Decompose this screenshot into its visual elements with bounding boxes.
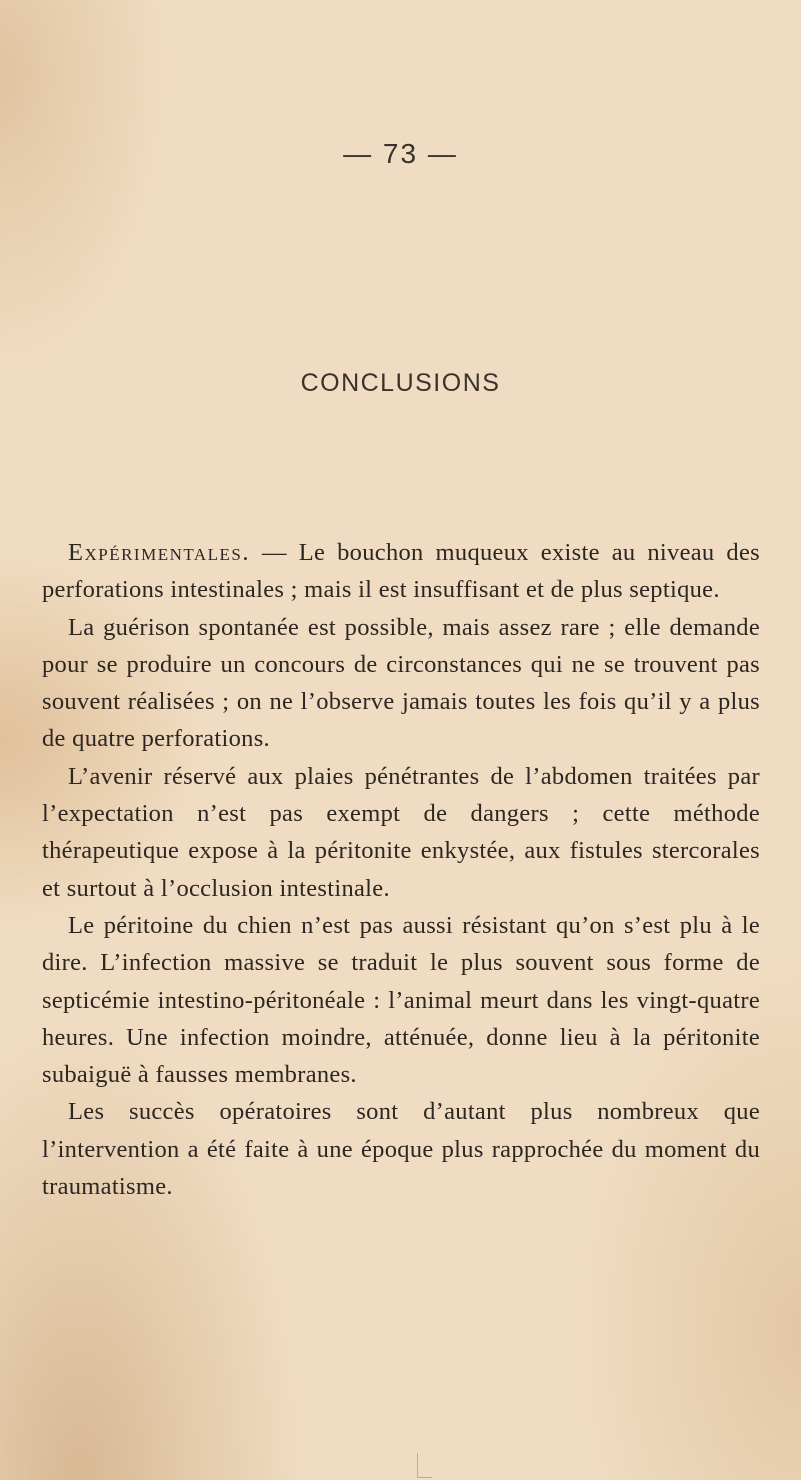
paragraph-experimentales: [42, 534, 760, 609]
paragraph-lead: Expérimentales.: [68, 539, 251, 566]
page-number: — 73 —: [343, 138, 458, 169]
paragraph-avenir: L’avenir réservé aux plaies pénétrantes de l’abdomen traitées par l’expectation n’est pas exempt de dangers ; cette méthode thérapeutique expose à la péritonite enkystée, aux fistules stercorales et surtout à l’occlusion intestinale.: [42, 762, 760, 902]
paragraph-succes: Les succès opératoires sont d’autant plus nombreux que l’intervention a été faite à une époque plus rapprochée du moment du traumatisme.: [42, 1098, 760, 1201]
paragraph-guerison: La guérison spontanée est possible, mais assez rare ; elle demande pour se produire un concours de circonstances qui ne se trouvent pas souvent réalisées ; on ne l’observe jamais toutes les fois qu’il y a plus de quatre perforations.: [42, 613, 760, 753]
section-title: CONCLUSIONS: [300, 369, 501, 397]
ink-mark: [417, 1453, 432, 1478]
body-text: [42, 534, 760, 1205]
paragraph-text: — Le bouchon muqueux existe au niveau des perforations intestinales ; mais il est insuffisant et de plus septique.: [42, 539, 760, 604]
paragraph-peritoine: Le péritoine du chien n’est pas aussi résistant qu’on s’est plu à le dire. L’infection massive se traduit le plus souvent sous forme de septicémie intestino-péritonéale : l’animal meurt dans les vingt-quatre heures. Une infection moindre, atténuée, donne lieu à la péritonite subaiguë à fausses membranes.: [42, 911, 760, 1089]
